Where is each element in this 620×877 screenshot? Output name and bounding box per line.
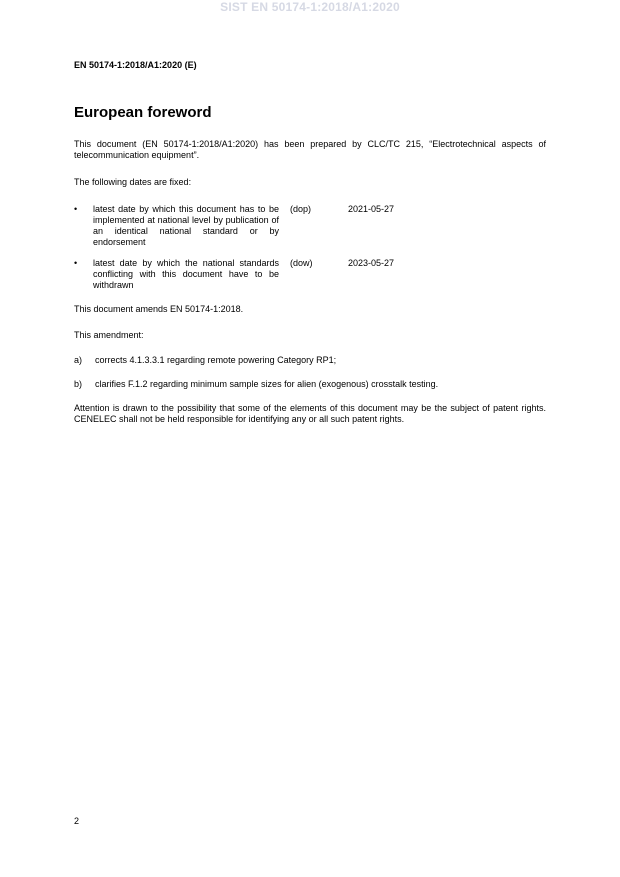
bullet-marker: • — [74, 204, 78, 214]
list-marker: b) — [74, 379, 83, 389]
list-marker: a) — [74, 355, 83, 365]
foreword-paragraph-3: This document amends EN 50174-1:2018. — [74, 304, 244, 314]
date-description: latest date by which the national standards conflicting with this document have to be withdrawn — [93, 258, 279, 290]
foreword-paragraph-4: This amendment: — [74, 330, 144, 340]
date-abbreviation: (dow) — [290, 258, 313, 268]
foreword-paragraph-1: This document (EN 50174-1:2018/A1:2020) has been prepared by CLC/TC 215, “Electrotechnical aspects of telecommunication equipment”. — [74, 139, 546, 160]
document-identifier: EN 50174-1:2018/A1:2020 (E) — [74, 60, 197, 70]
date-value: 2021-05-27 — [348, 204, 395, 214]
date-description: latest date by which this document has to be implemented at national level by publication of an identical national standard or by endorsement — [93, 204, 279, 247]
date-value: 2023-05-27 — [348, 258, 395, 268]
foreword-paragraph-2: The following dates are fixed: — [74, 177, 192, 187]
list-item-text: corrects 4.1.3.3.1 regarding remote powering Category RP1; — [95, 355, 337, 365]
watermark-text: SIST EN 50174-1:2018/A1:2020 — [220, 0, 400, 14]
date-abbreviation: (dop) — [290, 204, 312, 214]
bullet-marker: • — [74, 258, 78, 268]
list-item-text: clarifies F.1.2 regarding minimum sample sizes for alien (exogenous) crosstalk testing. — [95, 379, 439, 389]
foreword-paragraph-5: Attention is drawn to the possibility that some of the elements of this document may be the subject of patent rights. CENELEC shall not be held responsible for identifying any or all such patent rights. — [74, 403, 546, 424]
page-number: 2 — [74, 816, 80, 826]
section-heading: European foreword — [74, 104, 212, 121]
